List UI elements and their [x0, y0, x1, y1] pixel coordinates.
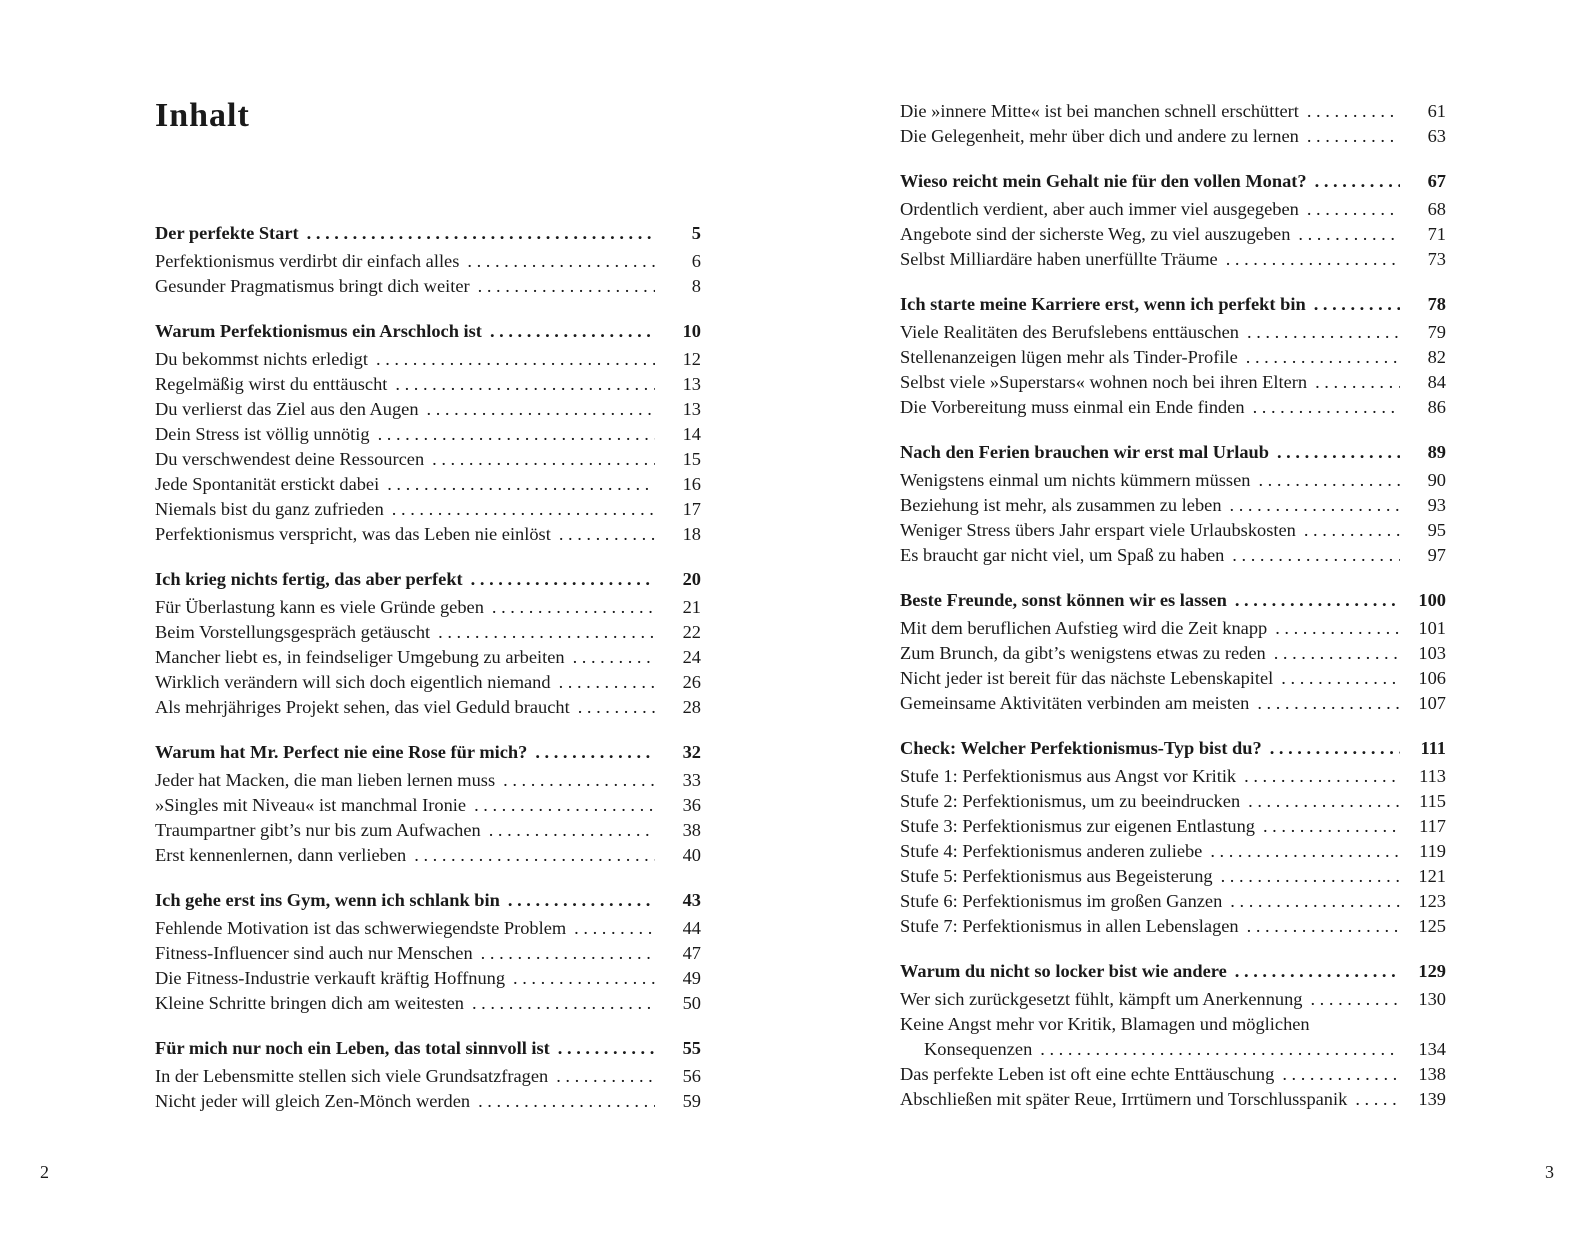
dot-leader: [478, 274, 655, 299]
toc-entry[interactable]: [155, 645, 701, 670]
page-ref: 50: [682, 993, 701, 1013]
entry-title: In der Lebensmitte stellen sich viele Grundsatzfragen: [155, 1066, 549, 1086]
dot-leader: [1270, 736, 1400, 761]
toc-section: [155, 740, 701, 868]
toc-entry[interactable]: [155, 991, 701, 1016]
entry-title: Perfektionismus verspricht, was das Leben nie einlöst: [155, 524, 551, 544]
page-ref: 68: [1427, 199, 1446, 219]
toc-entry[interactable]: [900, 370, 1446, 395]
dot-leader: [1230, 493, 1400, 518]
entry-title: Jeder hat Macken, die man lieben lernen muss: [155, 770, 496, 790]
toc-entry[interactable]: [900, 914, 1446, 939]
entry-title: Nicht jeder will gleich Zen-Mönch werden: [155, 1091, 471, 1111]
page-ref: 86: [1427, 397, 1446, 417]
toc-entry[interactable]: [900, 222, 1446, 247]
page-ref: 15: [682, 449, 701, 469]
entry-title: Gemeinsame Aktivitäten verbinden am meisten: [900, 693, 1250, 713]
dot-leader: [481, 941, 655, 966]
page-ref: 59: [682, 1091, 701, 1111]
toc-entry[interactable]: [900, 395, 1446, 420]
dot-leader: [307, 221, 655, 246]
entry-title: Ordentlich verdient, aber auch immer viel ausgegeben: [900, 199, 1299, 219]
page-ref: 73: [1427, 249, 1446, 269]
toc-entry[interactable]: [900, 493, 1446, 518]
toc-entry[interactable]: [900, 691, 1446, 716]
dot-leader: [1226, 247, 1400, 272]
toc-entry[interactable]: [900, 1062, 1446, 1087]
toc-entry[interactable]: [155, 472, 701, 497]
page-ref: 121: [1418, 866, 1446, 886]
dot-leader: [490, 319, 655, 344]
entry-title: Als mehrjähriges Projekt sehen, das viel Geduld braucht: [155, 697, 570, 717]
toc-left-column: [155, 221, 701, 1134]
page-ref: 115: [1419, 791, 1446, 811]
dot-leader: [1244, 764, 1400, 789]
dot-leader: [1275, 616, 1400, 641]
toc-entry[interactable]: [900, 247, 1446, 272]
dot-leader: [427, 397, 655, 422]
toc-entry[interactable]: [155, 347, 701, 372]
entry-title: Das perfekte Leben ist oft eine echte Enttäuschung: [900, 1064, 1275, 1084]
page-ref: 84: [1427, 372, 1446, 392]
dot-leader: [395, 372, 655, 397]
toc-entry[interactable]: [155, 843, 701, 868]
toc-section-continued: [900, 99, 1446, 149]
toc-entry[interactable]: [155, 372, 701, 397]
dot-leader: [559, 670, 655, 695]
page-ref: 71: [1427, 224, 1446, 244]
page-ref: 107: [1418, 693, 1446, 713]
page-ref: 17: [682, 499, 701, 519]
page-ref: 16: [682, 474, 701, 494]
toc-entry[interactable]: [900, 641, 1446, 666]
entry-title: Erst kennenlernen, dann verlieben: [155, 845, 407, 865]
dot-leader: [1304, 518, 1400, 543]
dot-leader: [1247, 914, 1400, 939]
dot-leader: [467, 249, 655, 274]
toc-entry[interactable]: [900, 666, 1446, 691]
toc-entry[interactable]: [155, 620, 701, 645]
entry-title: Stufe 2: Perfektionismus, um zu beeindrucken: [900, 791, 1241, 811]
toc-entry[interactable]: [155, 1064, 701, 1089]
toc-entry[interactable]: [900, 1087, 1446, 1112]
dot-leader: [1246, 345, 1400, 370]
chapter-title: Ich starte meine Karriere erst, wenn ich perfekt bin: [900, 294, 1306, 314]
toc-chapter[interactable]: [155, 740, 701, 765]
toc-section: [900, 292, 1446, 420]
dot-leader: [438, 620, 655, 645]
dot-leader: [1274, 641, 1400, 666]
chapter-title: Check: Welcher Perfektionismus-Typ bist du?: [900, 738, 1262, 758]
chapter-title: Nach den Ferien brauchen wir erst mal Urlaub: [900, 442, 1269, 462]
dot-leader: [574, 916, 655, 941]
entry-title: Abschließen mit später Reue, Irrtümern und Torschlusspanik: [900, 1089, 1348, 1109]
entry-title: Dein Stress ist völlig unnötig: [155, 424, 370, 444]
entry-title: Für Überlastung kann es viele Gründe geben: [155, 597, 484, 617]
page-ref: 21: [682, 597, 701, 617]
page-ref: 95: [1427, 520, 1446, 540]
toc-entry[interactable]: [900, 468, 1446, 493]
toc-entry[interactable]: [155, 447, 701, 472]
dot-leader: [1257, 691, 1400, 716]
dot-leader: [1315, 169, 1400, 194]
dot-leader: [1210, 839, 1400, 864]
entry-title-continued: Konsequenzen: [924, 1039, 1033, 1059]
toc-chapter[interactable]: [900, 169, 1446, 194]
page-ref: 82: [1427, 347, 1446, 367]
entry-title: Mancher liebt es, in feindseliger Umgebung zu arbeiten: [155, 647, 565, 667]
dot-leader: [1221, 864, 1400, 889]
toc-chapter[interactable]: [900, 588, 1446, 613]
dot-leader: [472, 991, 655, 1016]
dot-leader: [535, 740, 655, 765]
entry-title: Die Vorbereitung muss einmal ein Ende finden: [900, 397, 1245, 417]
page-ref: 113: [1419, 766, 1446, 786]
toc-entry[interactable]: [155, 595, 701, 620]
page-ref: 101: [1418, 618, 1446, 638]
entry-title: Es braucht gar nicht viel, um Spaß zu haben: [900, 545, 1225, 565]
page-ref: 32: [682, 742, 701, 762]
toc-section: [900, 169, 1446, 272]
entry-title: Mit dem beruflichen Aufstieg wird die Zeit knapp: [900, 618, 1268, 638]
toc-entry[interactable]: [900, 320, 1446, 345]
page-ref: 134: [1418, 1039, 1446, 1059]
toc-chapter[interactable]: [155, 319, 701, 344]
page-ref: 44: [682, 918, 701, 938]
page-number-right: 3: [1545, 1162, 1554, 1182]
chapter-title: Ich krieg nichts fertig, das aber perfekt: [155, 569, 463, 589]
entry-title: Fehlende Motivation ist das schwerwiegendste Problem: [155, 918, 567, 938]
entry-title: Gesunder Pragmatismus bringt dich weiter: [155, 276, 470, 296]
dot-leader: [1355, 1087, 1400, 1112]
page-ref: 93: [1427, 495, 1446, 515]
toc-section: [155, 319, 701, 547]
dot-leader: [1282, 1062, 1400, 1087]
dot-leader: [1247, 320, 1400, 345]
dot-leader: [1277, 440, 1400, 465]
toc-entry[interactable]: [155, 941, 701, 966]
dot-leader: [1314, 292, 1400, 317]
dot-leader: [414, 843, 655, 868]
page-ref: 14: [682, 424, 701, 444]
dot-leader: [513, 966, 655, 991]
dot-leader: [1230, 889, 1400, 914]
dot-leader: [1310, 987, 1400, 1012]
toc-section: [900, 736, 1446, 939]
page-ref: 33: [682, 770, 701, 790]
entry-title: Traumpartner gibt’s nur bis zum Aufwachen: [155, 820, 481, 840]
entry-title: Wenigstens einmal um nichts kümmern müssen: [900, 470, 1251, 490]
dot-leader: [1235, 588, 1400, 613]
entry-title: Wirklich verändern will sich doch eigentlich niemand: [155, 672, 551, 692]
dot-leader: [1235, 959, 1400, 984]
page-ref: 22: [682, 622, 701, 642]
dot-leader: [1253, 395, 1400, 420]
chapter-title: Warum hat Mr. Perfect nie eine Rose für mich?: [155, 742, 528, 762]
toc-right-column: [900, 99, 1446, 1132]
toc-entry[interactable]: [900, 839, 1446, 864]
entry-title: Niemals bist du ganz zufrieden: [155, 499, 384, 519]
toc-entry[interactable]: [900, 764, 1446, 789]
toc-entry[interactable]: [900, 789, 1446, 814]
page-ref: 111: [1420, 738, 1446, 758]
chapter-title: Ich gehe erst ins Gym, wenn ich schlank bin: [155, 890, 500, 910]
toc-entry[interactable]: [155, 397, 701, 422]
dot-leader: [558, 1036, 655, 1061]
dot-leader: [492, 595, 655, 620]
page-ref: 6: [691, 251, 701, 271]
chapter-title: Wieso reicht mein Gehalt nie für den vollen Monat?: [900, 171, 1307, 191]
page-ref: 13: [682, 374, 701, 394]
toc-chapter[interactable]: [900, 736, 1446, 761]
entry-title: Angebote sind der sicherste Weg, zu viel auszugeben: [900, 224, 1291, 244]
chapter-title: Der perfekte Start: [155, 223, 299, 243]
page-ref: 28: [682, 697, 701, 717]
page-ref: 10: [682, 321, 701, 341]
toc-chapter[interactable]: [900, 292, 1446, 317]
page-ref: 12: [682, 349, 701, 369]
page-ref: 90: [1427, 470, 1446, 490]
entry-title: Die Fitness-Industrie verkauft kräftig Hoffnung: [155, 968, 506, 988]
page-ref: 117: [1419, 816, 1446, 836]
toc-entry[interactable]: [155, 249, 701, 274]
entry-title: Du bekommst nichts erledigt: [155, 349, 368, 369]
toc-entry[interactable]: [900, 99, 1446, 124]
chapter-title: Für mich nur noch ein Leben, das total sinnvoll ist: [155, 1038, 550, 1058]
entry-title: Regelmäßig wirst du enttäuscht: [155, 374, 388, 394]
dot-leader: [432, 447, 655, 472]
toc-entry[interactable]: [900, 987, 1446, 1012]
toc-entry[interactable]: [155, 1089, 701, 1114]
page-ref: 63: [1427, 126, 1446, 146]
page-ref: 8: [691, 276, 701, 296]
page-ref: 38: [682, 820, 701, 840]
page-number-left: 2: [40, 1162, 49, 1182]
dot-leader: [559, 522, 655, 547]
entry-title: Wer sich zurückgesetzt fühlt, kämpft um Anerkennung: [900, 989, 1303, 1009]
page-ref: 89: [1427, 442, 1446, 462]
entry-title: Beim Vorstellungsgespräch getäuscht: [155, 622, 431, 642]
page-ref: 36: [682, 795, 701, 815]
entry-title: Nicht jeder ist bereit für das nächste Lebenskapitel: [900, 668, 1274, 688]
toc-entry[interactable]: [155, 670, 701, 695]
toc-chapter[interactable]: [155, 567, 701, 592]
toc-section: [900, 588, 1446, 716]
page-ref: 129: [1418, 961, 1446, 981]
page-ref: 79: [1427, 322, 1446, 342]
page-ref: 56: [682, 1066, 701, 1086]
toc-entry[interactable]: [155, 768, 701, 793]
dot-leader: [1232, 543, 1400, 568]
entry-title: Stellenanzeigen lügen mehr als Tinder-Profile: [900, 347, 1238, 367]
entry-title: Kleine Schritte bringen dich am weitesten: [155, 993, 464, 1013]
page-ref: 49: [682, 968, 701, 988]
page-ref: 13: [682, 399, 701, 419]
toc-entry[interactable]: [155, 966, 701, 991]
toc-entry[interactable]: [900, 543, 1446, 568]
toc-section: [155, 567, 701, 720]
entry-title-line: Keine Angst mehr vor Kritik, Blamagen und möglichen: [900, 1014, 1310, 1034]
dot-leader: [1281, 666, 1400, 691]
entry-title: Fitness-Influencer sind auch nur Menschen: [155, 943, 473, 963]
toc-entry[interactable]: [900, 345, 1446, 370]
toc-entry[interactable]: [155, 274, 701, 299]
dot-leader: [489, 818, 655, 843]
toc-entry[interactable]: [900, 889, 1446, 914]
dot-leader: [1307, 197, 1400, 222]
entry-title: Selbst Milliardäre haben unerfüllte Träume: [900, 249, 1218, 269]
toc-section: [900, 440, 1446, 568]
entry-title: Stufe 3: Perfektionismus zur eigenen Entlastung: [900, 816, 1255, 836]
page-ref: 139: [1418, 1089, 1446, 1109]
dot-leader: [1258, 468, 1400, 493]
dot-leader: [471, 567, 655, 592]
toc-entry[interactable]: [900, 197, 1446, 222]
toc-section: [900, 959, 1446, 1112]
dot-leader: [1307, 124, 1400, 149]
toc-entry[interactable]: [155, 916, 701, 941]
page-ref: 61: [1427, 101, 1446, 121]
dot-leader: [1248, 789, 1400, 814]
toc-entry[interactable]: [155, 422, 701, 447]
page-ref: 20: [682, 569, 701, 589]
entry-title: Stufe 4: Perfektionismus anderen zuliebe: [900, 841, 1203, 861]
toc-entry[interactable]: [155, 695, 701, 720]
page-ref: 100: [1418, 590, 1446, 610]
entry-title: Weniger Stress übers Jahr erspart viele Urlaubskosten: [900, 520, 1296, 540]
dot-leader: [474, 793, 655, 818]
page-ref: 47: [682, 943, 701, 963]
toc-chapter[interactable]: [155, 1036, 701, 1061]
toc-section: [155, 888, 701, 1016]
page-ref: 40: [682, 845, 701, 865]
toc-entry[interactable]: [155, 522, 701, 547]
page-ref: 125: [1418, 916, 1446, 936]
page-ref: 138: [1418, 1064, 1446, 1084]
dot-leader: [1315, 370, 1400, 395]
entry-title: Die »innere Mitte« ist bei manchen schnell erschüttert: [900, 101, 1299, 121]
page-ref: 97: [1427, 545, 1446, 565]
entry-title: Zum Brunch, da gibt’s wenigstens etwas zu reden: [900, 643, 1266, 663]
toc-entry[interactable]: [155, 793, 701, 818]
entry-title: Du verlierst das Ziel aus den Augen: [155, 399, 419, 419]
chapter-title: Beste Freunde, sonst können wir es lassen: [900, 590, 1227, 610]
entry-title: Du verschwendest deine Ressourcen: [155, 449, 425, 469]
page-ref: 67: [1427, 171, 1446, 191]
toc-chapter[interactable]: [155, 888, 701, 913]
toc-entry[interactable]: [900, 616, 1446, 641]
page-ref: 103: [1418, 643, 1446, 663]
toc-chapter[interactable]: [900, 440, 1446, 465]
entry-title: »Singles mit Niveau« ist manchmal Ironie: [155, 795, 467, 815]
dot-leader: [1307, 99, 1400, 124]
toc-entry[interactable]: [900, 124, 1446, 149]
toc-entry[interactable]: [900, 518, 1446, 543]
page-ref: 123: [1418, 891, 1446, 911]
dot-leader: [378, 422, 655, 447]
page-ref: 119: [1419, 841, 1446, 861]
entry-title: Viele Realitäten des Berufslebens enttäuschen: [900, 322, 1239, 342]
toc-chapter[interactable]: [900, 959, 1446, 984]
dot-leader: [478, 1089, 655, 1114]
toc-entry[interactable]: [900, 864, 1446, 889]
toc-entry[interactable]: [900, 1012, 1446, 1062]
dot-leader: [1263, 814, 1400, 839]
page-ref: 55: [682, 1038, 701, 1058]
page-ref: 43: [682, 890, 701, 910]
entry-title: Stufe 5: Perfektionismus aus Begeisterung: [900, 866, 1213, 886]
page-ref: 106: [1418, 668, 1446, 688]
entry-title: Stufe 1: Perfektionismus aus Angst vor Kritik: [900, 766, 1237, 786]
chapter-title: Warum du nicht so locker bist wie andere: [900, 961, 1227, 981]
page-ref: 26: [682, 672, 701, 692]
entry-continuation-row: [900, 1037, 1446, 1062]
chapter-title: Warum Perfektionismus ein Arschloch ist: [155, 321, 482, 341]
dot-leader: [1040, 1037, 1400, 1062]
page-ref: 130: [1418, 989, 1446, 1009]
entry-title: Perfektionismus verdirbt dir einfach alles: [155, 251, 460, 271]
toc-section: [155, 1036, 701, 1114]
toc-entry[interactable]: [155, 497, 701, 522]
dot-leader: [503, 768, 655, 793]
dot-leader: [376, 347, 655, 372]
dot-leader: [578, 695, 655, 720]
entry-title: Selbst viele »Superstars« wohnen noch bei ihren Eltern: [900, 372, 1308, 392]
dot-leader: [387, 472, 655, 497]
dot-leader: [556, 1064, 655, 1089]
toc-section: [155, 221, 701, 299]
page-ref: 5: [691, 223, 701, 243]
entry-title: Jede Spontanität erstickt dabei: [155, 474, 380, 494]
entry-title: Die Gelegenheit, mehr über dich und andere zu lernen: [900, 126, 1299, 146]
page-ref: 18: [682, 524, 701, 544]
dot-leader: [1298, 222, 1400, 247]
toc-entry[interactable]: [155, 818, 701, 843]
entry-title: Beziehung ist mehr, als zusammen zu leben: [900, 495, 1222, 515]
entry-title: Stufe 7: Perfektionismus in allen Lebenslagen: [900, 916, 1239, 936]
toc-chapter[interactable]: [155, 221, 701, 246]
entry-title: Stufe 6: Perfektionismus im großen Ganzen: [900, 891, 1223, 911]
page-ref: 24: [682, 647, 701, 667]
dot-leader: [392, 497, 655, 522]
page-title: Inhalt: [155, 97, 250, 134]
dot-leader: [573, 645, 655, 670]
toc-entry[interactable]: [900, 814, 1446, 839]
page-ref: 78: [1427, 294, 1446, 314]
dot-leader: [508, 888, 655, 913]
